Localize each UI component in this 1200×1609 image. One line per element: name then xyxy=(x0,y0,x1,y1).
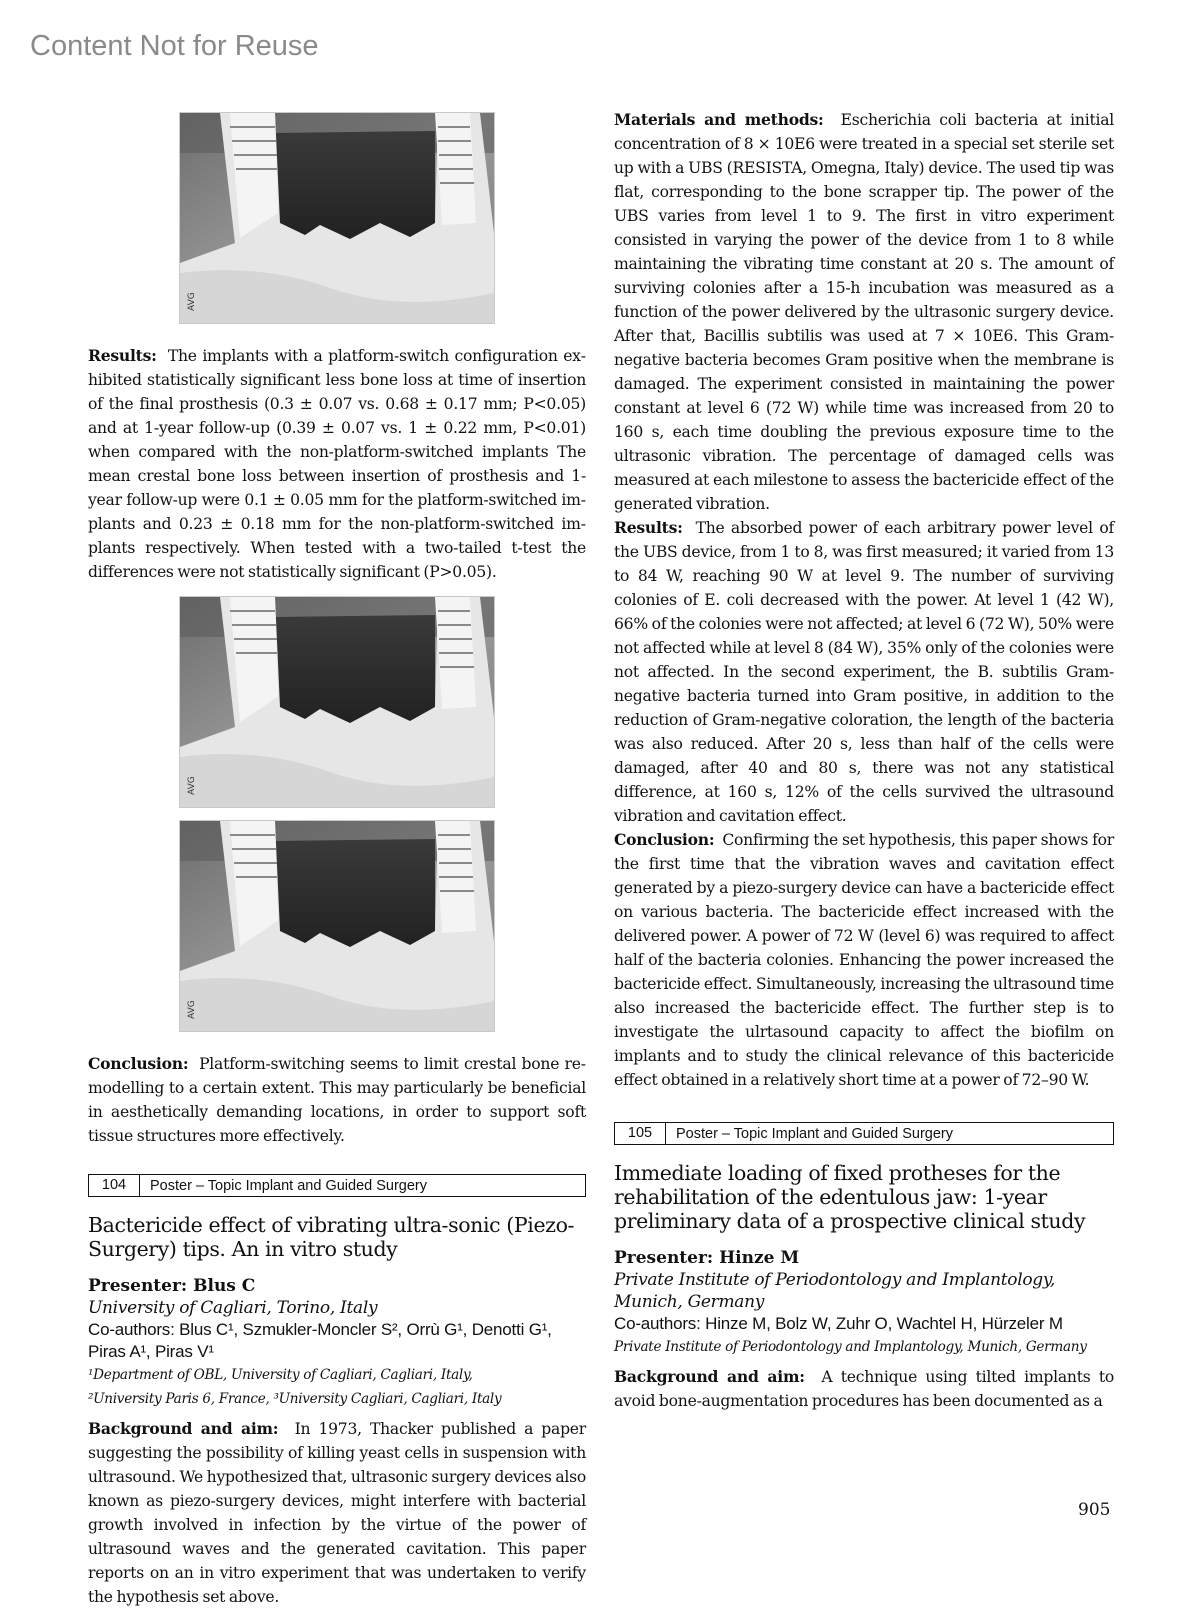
conclusion-label-104: Conclusion: xyxy=(614,830,715,849)
conclusion-paragraph-104 xyxy=(614,828,1114,1092)
abstract-topic: Poster – Topic Implant and Guided Surgery xyxy=(676,1125,954,1142)
figure-label: AVG xyxy=(187,1000,197,1019)
affiliation-1: ¹Department of OBL, University of Cagliari, Cagliari, Italy, xyxy=(88,1367,473,1383)
conclusion-paragraph xyxy=(88,1052,586,1148)
results-paragraph-104 xyxy=(614,516,1114,828)
page-number: 905 xyxy=(1078,1500,1111,1520)
background-paragraph xyxy=(88,1417,586,1609)
results-text: The implants with a platform-switch configuration exhibited statistically significant less bone loss at time of insertion of the final prosthesis (0.3 ± 0.07 vs. 0.68 ± 0.17 mm; P<0.05) and at 1-year follow-up (0.39 ± 0.07 vs. 1 ± 0.22 mm, P<0.01) when compared with the non-platform-switched implants The mean crestal bone loss between insertion of prosthesis and 1-year follow-up were 0.1 ± 0.05 mm for the platform-switched implants and 0.23 ± 0.18 mm for the non-platform-switched implants respectively. When tested with a two-tailed t-test the differences were not statistically significant (P>0.05). xyxy=(88,347,586,581)
figure-label: AVG xyxy=(187,292,197,311)
radiograph-figure-3 xyxy=(179,820,495,1032)
abstract-104-title: Bactericide effect of vibrating ultra-sonic (Piezo-Surgery) tips. An in vitro study xyxy=(88,1213,575,1261)
background-label-105: Background and aim: xyxy=(614,1367,805,1386)
abstract-105-title: Immediate loading of fixed protheses for the rehabilitation of the edentulous jaw: 1-year preliminary data of a prospective clinical study xyxy=(614,1161,1086,1233)
left-column xyxy=(88,108,586,1609)
presenter: Presenter: Hinze M xyxy=(614,1248,800,1268)
affiliation-small: Private Institute of Periodontology and Implantology, Munich, Germany xyxy=(614,1339,1087,1355)
background-text-105: A technique using tilted implants to avoid bone-augmentation procedures has been documented as a xyxy=(614,1368,1114,1410)
presenter-affiliation: University of Cagliari, Torino, Italy xyxy=(88,1298,378,1318)
background-label: Background and aim: xyxy=(88,1419,279,1438)
abstract-number: 105 xyxy=(615,1123,666,1144)
results-label: Results: xyxy=(88,346,157,365)
background-text: In 1973, Thacker published a paper suggesting the possibility of killing yeast cells in suspension with ultrasound. We hypothesized that, ultrasonic surgery devices also known as piezo-surgery devices, might interfere with bacterial growth involved in infection by the virtue of the power of ultrasound waves and the generated cavitation. This paper reports on an in vitro experiment that was undertaken to verify the hypothesis set above. xyxy=(88,1420,586,1606)
right-column xyxy=(614,108,1114,1413)
results-text-104: The absorbed power of each arbitrary power level of the UBS device, from 1 to 8, was first measured; it varied from 13 to 84 W, reaching 90 W at level 9. The number of surviving colonies of E. coli decreased with the power. At level 1 (42 W), 66% of the colonies were not affected; at level 6 (72 W), 50% were not affected while at level 8 (84 W), 35% only of the colonies were not affected. In the second experiment, the B. subtilis Gram-negative bacteria turned into Gram positive, in addition to the reduction of Gram-negative coloration, the length of the bacteria was also reduced. After 20 s, less than half of the cells were damaged, after 40 and 80 s, there was not any statistical difference, at 160 s, 12% of the cells survived the ultrasound vibration and cavitation effect. xyxy=(614,519,1114,825)
results-label-104: Results: xyxy=(614,518,683,537)
methods-text: Escherichia coli bacteria at initial concentration of 8 × 10E6 were treated in a special set sterile set up with a UBS (RESISTA, Omegna, Italy) device. The used tip was flat, corresponding to the bone scrapper tip. The power of the UBS varies from level 1 to 9. The first in vitro experiment consisted in varying the power of the device from 1 to 8 while maintaining the vibrating time constant at 20 s. The amount of surviving colonies after a 15-h incubation was measured as a function of the power delivered by the ultrasonic surgery device. After that, Bacillis subtilis was used at 7 × 10E6. This Gram-negative bacteria becomes Gram positive when the membrane is damaged. The experiment consisted in maintaining the power constant at level 6 (72 W) while time was increased from 20 to 160 s, each time doubling the previous exposure time to the ultrasonic vibration. The percentage of damaged cells was measured at each milestone to assess the bactericide effect of the generated vibration. xyxy=(614,111,1114,513)
figure-label: AVG xyxy=(187,776,197,795)
methods-label: Materials and methods: xyxy=(614,110,824,129)
presenter: Presenter: Blus C xyxy=(88,1276,256,1296)
radiograph-figure-2 xyxy=(179,596,495,808)
watermark: Content Not for Reuse xyxy=(30,30,319,62)
radiograph-figure-1 xyxy=(179,112,495,324)
conclusion-label: Conclusion: xyxy=(88,1054,189,1073)
conclusion-text: Platform-switching seems to limit crestal bone remodelling to a certain extent. This may particularly be beneficial in aesthetically demanding locations, in order to support soft tissue structures more effectively. xyxy=(88,1055,586,1145)
coauthors: Co-authors: Hinze M, Bolz W, Zuhr O, Wachtel H, Hürzeler M xyxy=(614,1314,1063,1333)
presenter-affiliation: Private Institute of Periodontology and Implantology, Munich, Germany xyxy=(614,1270,1056,1312)
affiliation-2: ²University Paris 6, France, ³University Cagliari, Cagliari, Italy xyxy=(88,1391,502,1407)
abstract-topic: Poster – Topic Implant and Guided Surgery xyxy=(150,1177,428,1194)
conclusion-text-104: Confirming the set hypothesis, this paper shows for the first time that the vibration waves and cavitation effect generated by a piezo-surgery device can have a bactericide effect on various bacteria. The bactericide effect increased with the delivered power. A power of 72 W (level 6) was required to affect half of the bacteria colonies. Enhancing the power increased the bactericide effect. Simultaneously, increasing the ultrasound time also increased the bactericide effect. The further step is to investigate the ulrtasound capacity to affect the biofilm on implants and to study the clinical relevance of this bactericide effect obtained in a relatively short time at a power of 72–90 W. xyxy=(614,831,1114,1089)
abstract-105-banner xyxy=(614,1122,1114,1145)
results-paragraph xyxy=(88,344,586,584)
abstract-number: 104 xyxy=(89,1175,140,1196)
coauthors: Co-authors: Blus C¹, Szmukler-Moncler S², Orrù G¹, Denotti G¹, Piras A¹, Piras V¹ xyxy=(88,1320,552,1361)
background-paragraph-105 xyxy=(614,1365,1114,1413)
abstract-104-banner xyxy=(88,1174,586,1197)
methods-paragraph xyxy=(614,108,1114,516)
